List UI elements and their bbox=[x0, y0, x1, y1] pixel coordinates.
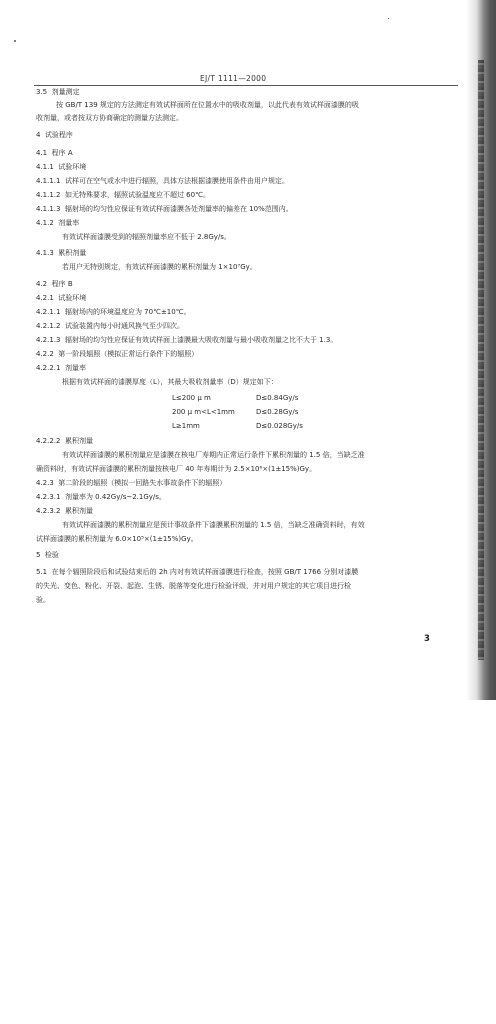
section-number: 4.1.3 bbox=[36, 249, 54, 257]
section-title: 剂量率 bbox=[64, 364, 86, 372]
section-title: 检验 bbox=[44, 551, 59, 559]
clause-text: 试样可在空气或水中进行辐照，具体方法根据漆膜使用条件由用户规定。 bbox=[64, 177, 289, 185]
section-number: 4.2 bbox=[36, 280, 48, 288]
clause-line bbox=[36, 177, 289, 186]
section-title: 累积剂量 bbox=[64, 507, 93, 515]
clause-number: 5.1 bbox=[36, 568, 48, 576]
dose-rate-limit bbox=[256, 408, 298, 417]
paragraph-line bbox=[36, 114, 183, 123]
clause-number: 4.2.1.1 bbox=[36, 308, 61, 316]
section-title: 试验程序 bbox=[44, 131, 73, 139]
thickness-condition bbox=[172, 394, 211, 403]
paragraph-line bbox=[62, 378, 278, 387]
paragraph-line bbox=[62, 233, 231, 242]
paragraph-line bbox=[56, 101, 359, 110]
section-number: 4.1.2 bbox=[36, 219, 54, 227]
section-title: 程序 B bbox=[51, 280, 73, 288]
section-heading bbox=[36, 163, 86, 172]
paragraph-line bbox=[62, 521, 365, 530]
scan-edge-noise bbox=[478, 60, 484, 660]
thickness-text: L≥1mm bbox=[172, 422, 200, 430]
paragraph-text: 按 GB/T 139 规定的方法测定有效试样面所在位置水中的吸收剂量，以此代表有效试样面漆膜的吸 bbox=[56, 101, 359, 109]
clause-number: 4.2.3.1 bbox=[36, 493, 61, 501]
clause-line bbox=[36, 568, 358, 577]
paragraph-line bbox=[36, 582, 351, 591]
paragraph-text: 有效试样面漆膜的累积剂量应是预计事故条件下漆膜累积剂量的 1.5 倍，当缺乏准确资料时，有效 bbox=[62, 521, 365, 529]
clause-number: 4.2.1.3 bbox=[36, 336, 61, 344]
clause-number: 4.2.1.2 bbox=[36, 322, 61, 330]
section-number: 4.2.2 bbox=[36, 350, 54, 358]
clause-line bbox=[36, 322, 184, 331]
section-title: 试验环境 bbox=[58, 294, 87, 302]
paragraph-line bbox=[36, 596, 50, 605]
section-heading bbox=[36, 294, 86, 303]
thickness-condition bbox=[172, 408, 235, 417]
page-number: 3 bbox=[424, 634, 430, 644]
paragraph-text: 若用户无特别规定，有效试样面漆膜的累积剂量为 1×10⁷Gy。 bbox=[62, 263, 257, 271]
scan-speck bbox=[388, 18, 389, 19]
section-heading bbox=[36, 551, 59, 560]
section-heading bbox=[36, 131, 73, 140]
scan-speck bbox=[14, 40, 16, 42]
clause-number: 4.1.1.2 bbox=[36, 191, 61, 199]
section-number: 5 bbox=[36, 551, 41, 559]
clause-number: 4.1.1.1 bbox=[36, 177, 61, 185]
paragraph-text: 有效试样面漆膜受到的辐照剂量率应不低于 2.8Gy/s。 bbox=[62, 233, 231, 241]
section-number: 4.2.3.2 bbox=[36, 507, 61, 515]
section-heading bbox=[36, 219, 79, 228]
clause-number: 4.1.1.3 bbox=[36, 205, 61, 213]
section-heading bbox=[36, 350, 198, 359]
clause-line bbox=[36, 493, 166, 502]
section-number: 4.2.1 bbox=[36, 294, 54, 302]
section-heading bbox=[36, 249, 86, 258]
clause-line bbox=[36, 308, 191, 317]
paragraph-text: 根据有效试样面的漆膜厚度（L），其最大吸收剂量率（D）规定如下： bbox=[62, 378, 278, 386]
section-heading bbox=[36, 364, 86, 373]
clause-line bbox=[36, 336, 337, 345]
clause-text: 如无特殊要求，辐照试验温度应不超过 60℃。 bbox=[64, 191, 210, 199]
section-heading bbox=[36, 149, 73, 158]
thickness-condition bbox=[172, 422, 200, 431]
thickness-text: L≤200 μ m bbox=[172, 394, 211, 402]
dose-rate-text: D≤0.028Gy/s bbox=[256, 422, 303, 430]
clause-text: 辐射场的均匀性应保证有效试样面漆膜各处剂量率的偏差在 10%范围内。 bbox=[64, 205, 293, 213]
dose-rate-text: D≤0.84Gy/s bbox=[256, 394, 299, 402]
section-number: 4.2.2.1 bbox=[36, 364, 61, 372]
section-heading bbox=[36, 507, 93, 516]
paragraph-line bbox=[36, 465, 316, 474]
document-header-code: EJ/T 1111—2000 bbox=[200, 74, 267, 83]
section-number: 4.2.2.2 bbox=[36, 437, 61, 445]
paragraph-line bbox=[36, 535, 198, 544]
dose-rate-limit bbox=[256, 422, 303, 431]
section-heading bbox=[36, 437, 93, 446]
section-number: 4.1.1 bbox=[36, 163, 54, 171]
paragraph-text: 试样面漆膜的累积剂量为 6.0×10⁵×(1±15%)Gy。 bbox=[36, 535, 198, 543]
section-heading bbox=[36, 88, 80, 97]
header-rule bbox=[34, 85, 458, 86]
section-title: 剂量率 bbox=[58, 219, 80, 227]
dose-rate-limit bbox=[256, 394, 298, 403]
thickness-text: 200 μ m<L<1mm bbox=[172, 408, 235, 416]
section-title: 第一阶段辐照（模拟正常运行条件下的辐照） bbox=[58, 350, 199, 358]
clause-text: 剂量率为 0.42Gy/s~2.1Gy/s。 bbox=[64, 493, 166, 501]
paragraph-text: 的失光、变色、粉化、开裂、起泡、生锈、脱落等变化进行检验评级，并对用户规定的其它项目进行检 bbox=[36, 582, 351, 590]
dose-rate-text: D≤0.28Gy/s bbox=[256, 408, 299, 416]
paragraph-text: 验。 bbox=[36, 596, 50, 604]
section-title: 累积剂量 bbox=[64, 437, 93, 445]
section-heading bbox=[36, 280, 73, 289]
section-number: 4.1 bbox=[36, 149, 48, 157]
section-heading bbox=[36, 479, 226, 488]
section-title: 程序 A bbox=[51, 149, 73, 157]
section-title: 试验环境 bbox=[58, 163, 87, 171]
section-title: 剂量测定 bbox=[51, 88, 80, 96]
clause-line bbox=[36, 205, 293, 214]
section-number: 4 bbox=[36, 131, 41, 139]
paragraph-text: 有效试样面漆膜的累积剂量应是漆膜在核电厂寿期内正常运行条件下累积剂量的 1.5 倍，当缺乏准 bbox=[62, 451, 365, 459]
clause-line bbox=[36, 191, 210, 200]
paragraph-text: 确资料时，有效试样面漆膜的累积剂量按核电厂 40 年寿期计为 2.5×10⁶×(1±15%)Gy。 bbox=[36, 465, 317, 473]
section-title: 累积剂量 bbox=[58, 249, 87, 257]
paragraph-line bbox=[62, 451, 365, 460]
clause-text: 辐射场内的环境温度应为 70℃±10℃。 bbox=[64, 308, 191, 316]
section-title: 第二阶段的辐照（模拟一回路失水事故条件下的辐照） bbox=[58, 479, 227, 487]
paragraph-text: 收剂量，或者按双方协商确定的测量方法测定。 bbox=[36, 114, 183, 122]
clause-text: 试验装置内每小时通风换气至少四次。 bbox=[64, 322, 184, 330]
clause-text: 在每个辐照阶段后和试验结束后的 2h 内对有效试样面漆膜进行检查，按照 GB/T 1766 分别对漆膜 bbox=[51, 568, 359, 576]
paragraph-line bbox=[62, 263, 257, 272]
section-number: 4.2.3 bbox=[36, 479, 54, 487]
clause-text: 辐射场的均匀性应保证有效试样面上漆膜最大吸收剂量与最小吸收剂量之比不大于 1.3。 bbox=[64, 336, 338, 344]
section-number: 3.5 bbox=[36, 88, 48, 96]
